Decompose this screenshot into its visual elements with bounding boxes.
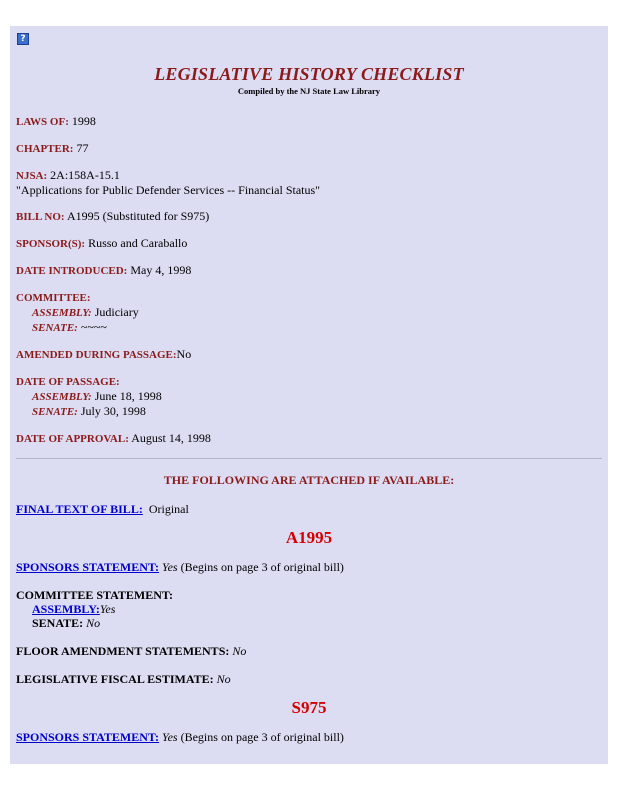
sponsors-value: Russo and Caraballo bbox=[88, 236, 188, 250]
committee-assembly-value: Judiciary bbox=[94, 305, 139, 319]
njsa-row bbox=[16, 168, 602, 197]
final-text-value: Original bbox=[148, 502, 189, 516]
date-introduced-row bbox=[16, 263, 602, 278]
laws-of-value: 1998 bbox=[71, 114, 96, 128]
sponsors-label: SPONSOR(S): bbox=[16, 238, 86, 250]
a1995-sponsors-statement-link[interactable]: SPONSORS STATEMENT: bbox=[16, 560, 160, 574]
committee-row bbox=[16, 290, 602, 335]
attached-heading: THE FOLLOWING ARE ATTACHED IF AVAILABLE: bbox=[163, 473, 455, 487]
a1995-sponsors-note: (Begins on page 3 of original bill) bbox=[180, 560, 344, 574]
s975-sponsors-statement-link[interactable]: SPONSORS STATEMENT: bbox=[16, 730, 160, 744]
njsa-value: 2A:158A-15.1 bbox=[50, 168, 120, 182]
a1995-committee-row bbox=[16, 588, 602, 630]
date-of-approval-row bbox=[16, 431, 602, 446]
s975-sponsors-note: (Begins on page 3 of original bill) bbox=[180, 730, 344, 744]
passage-senate bbox=[16, 404, 602, 419]
amended-label: AMENDED DURING PASSAGE: bbox=[16, 349, 177, 361]
a1995-senate-answer: No bbox=[86, 616, 101, 630]
laws-of-label: LAWS OF: bbox=[16, 116, 69, 128]
bill-no-value: A1995 (Substituted for S975) bbox=[66, 209, 210, 223]
a1995-committee-senate bbox=[16, 616, 602, 630]
checklist-content bbox=[10, 114, 608, 744]
a1995-senate-label: SENATE: bbox=[32, 616, 84, 630]
help-icon[interactable]: ? bbox=[17, 33, 29, 45]
chapter-label: CHAPTER: bbox=[16, 143, 74, 155]
chapter-row bbox=[16, 141, 602, 156]
committee-assembly bbox=[16, 305, 602, 320]
a1995-floor-answer: No bbox=[232, 644, 247, 658]
bill-heading-s975: S975 bbox=[291, 698, 327, 717]
laws-of-row bbox=[16, 114, 602, 129]
amended-row bbox=[16, 347, 602, 362]
passage-senate-label: SENATE: bbox=[32, 406, 78, 418]
passage-assembly-value: June 18, 1998 bbox=[94, 389, 162, 403]
committee-assembly-label: ASSEMBLY: bbox=[32, 307, 92, 319]
bill-heading-a1995: A1995 bbox=[285, 528, 333, 547]
s975-sponsors-answer: Yes bbox=[162, 730, 178, 744]
bill-no-row bbox=[16, 209, 602, 224]
passage-senate-value: July 30, 1998 bbox=[80, 404, 146, 418]
passage-assembly bbox=[16, 389, 602, 404]
a1995-fiscal-answer: No bbox=[216, 672, 231, 686]
a1995-fiscal-row bbox=[16, 672, 602, 686]
a1995-sponsors-row bbox=[16, 560, 602, 574]
chapter-value: 77 bbox=[76, 141, 89, 155]
date-of-approval-label: DATE OF APPROVAL: bbox=[16, 433, 129, 445]
sponsors-row bbox=[16, 236, 602, 251]
a1995-assembly-statement-link[interactable]: ASSEMBLY: bbox=[32, 602, 100, 616]
a1995-fiscal-label: LEGISLATIVE FISCAL ESTIMATE: bbox=[16, 672, 214, 686]
final-text-link[interactable]: FINAL TEXT OF BILL: bbox=[16, 502, 143, 516]
a1995-sponsors-answer: Yes bbox=[162, 560, 178, 574]
document-header bbox=[10, 64, 608, 96]
a1995-assembly-answer: Yes bbox=[99, 602, 116, 616]
a1995-committee-assembly bbox=[16, 602, 602, 616]
a1995-floor-label: FLOOR AMENDMENT STATEMENTS: bbox=[16, 644, 230, 658]
bill-no-label: BILL NO: bbox=[16, 211, 65, 223]
page-title: LEGISLATIVE HISTORY CHECKLIST bbox=[154, 64, 464, 84]
page-subtitle: Compiled by the NJ State Law Library bbox=[237, 86, 381, 96]
njsa-description: "Applications for Public Defender Services -- Financial Status" bbox=[16, 183, 321, 197]
committee-senate-label: SENATE: bbox=[32, 322, 78, 334]
passage-assembly-label: ASSEMBLY: bbox=[32, 391, 92, 403]
a1995-floor-row bbox=[16, 644, 602, 658]
a1995-committee-label: COMMITTEE STATEMENT: bbox=[16, 588, 174, 602]
date-of-passage-row bbox=[16, 374, 602, 419]
date-introduced-value: May 4, 1998 bbox=[130, 263, 192, 277]
amended-value: No bbox=[176, 347, 192, 361]
committee-senate bbox=[16, 320, 602, 335]
date-of-approval-value: August 14, 1998 bbox=[131, 431, 211, 445]
date-introduced-label: DATE INTRODUCED: bbox=[16, 265, 128, 277]
committee-label: COMMITTEE: bbox=[16, 292, 91, 304]
committee-senate-value: ~~~~ bbox=[80, 320, 107, 334]
s975-sponsors-row bbox=[16, 730, 602, 744]
section-divider bbox=[16, 458, 602, 459]
document-page bbox=[10, 26, 608, 764]
date-of-passage-label: DATE OF PASSAGE: bbox=[16, 376, 120, 388]
njsa-label: NJSA: bbox=[16, 170, 48, 182]
final-text-row bbox=[16, 502, 602, 516]
